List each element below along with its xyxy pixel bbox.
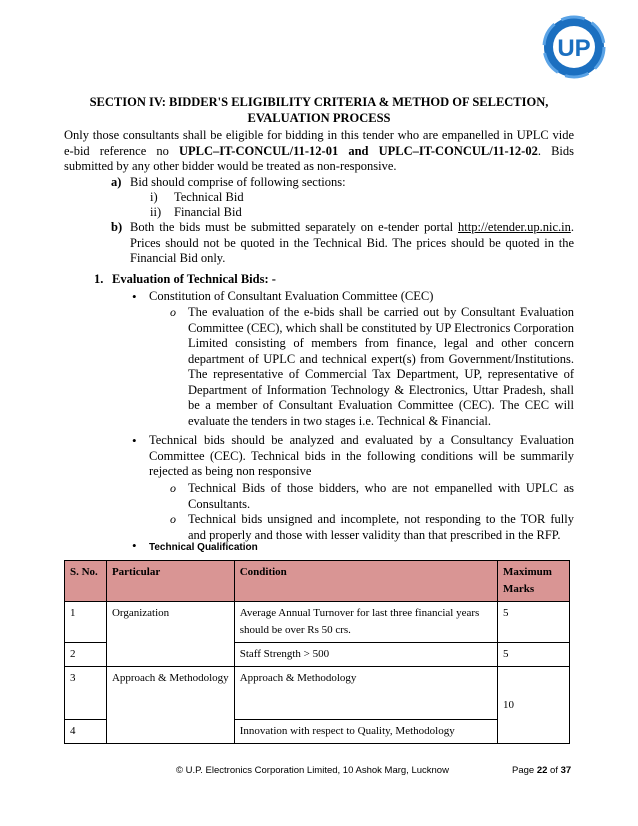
item-a-sub1-marker: i) (150, 190, 158, 204)
item-b-text (130, 220, 574, 267)
footer-page-label: Page (512, 765, 535, 776)
cell-marks: 5 (498, 602, 570, 643)
table-row (65, 667, 570, 720)
cell-marks: 10 (498, 667, 570, 744)
section-title-line1: SECTION IV: BIDDER'S ELIGIBILITY CRITERIA & METHOD OF SELECTION, (89, 95, 549, 109)
item-a-sub1-text: Technical Bid (174, 190, 244, 204)
bullet-icon: • (132, 289, 137, 304)
footer-page-total: 37 (560, 765, 572, 776)
cec-text: The evaluation of the e-bids shall be carried out by Consultant Evaluation Committee (CEC), which shall be constituted by UP Electronics Corporation Limited consisting of members from finance, legal and other concern department of UPLC and technical expert(s) from Government/Institutions. The representative of Commercial Tax Department, UP, representative of Department of Information Technology & Electronics, Uttar Pradesh, shall be a member of Consultant Evaluation Committee (CEC). The CEC will evaluate the tenders in two stages i.e. Technical & Financial. (188, 305, 574, 428)
header-particular: Particular (106, 561, 234, 602)
cell-condition: Staff Strength > 500 (234, 643, 497, 667)
cell-particular: Organization (106, 602, 234, 667)
header-max-marks: Maximum Marks (498, 561, 570, 602)
intro-bid-reference: UPLC–IT-CONCUL/11-12-01 and UPLC–IT-CONCUL/11-12-02 (178, 143, 538, 158)
table-header-row (65, 561, 570, 602)
item-a-sub2-text: Financial Bid (174, 205, 242, 219)
logo-letters: UP (557, 35, 591, 62)
section-title (64, 94, 574, 126)
etender-link[interactable]: http://etender.up.nic.in (458, 220, 571, 234)
cell-condition: Average Annual Turnover for last three financial years should be over Rs 50 crs. (234, 602, 497, 643)
cell-sno: 2 (65, 643, 107, 667)
item-a-text: Bid should comprise of following sections: (130, 175, 346, 189)
cell-sno: 1 (65, 602, 107, 643)
cell-marks: 5 (498, 643, 570, 667)
tech-sub1: Technical Bids of those bidders, who are not empanelled with UPLC as Consultants. (188, 481, 574, 511)
item-a-marker: a) (111, 175, 122, 189)
item-b-text-1: Both the bids must be submitted separately on e-tender portal (130, 220, 459, 234)
item-b-marker: b) (111, 220, 123, 234)
cell-condition: Innovation with respect to Quality, Methodology (234, 720, 497, 744)
tech-sub2: Technical bids unsigned and incomplete, not responding to the TOR fully and properly and those with lesser validity than that prescribed in the RFP. (188, 512, 574, 542)
cell-condition: Approach & Methodology (234, 667, 497, 720)
circle-bullet-icon: o (170, 512, 176, 526)
footer-page-number (512, 765, 571, 776)
cell-sno: 4 (65, 720, 107, 744)
uplc-logo (538, 14, 610, 80)
header-sno: S. No. (65, 561, 107, 602)
item-b-text-2: . Prices should not be quoted in the Technical Bid. The prices should be quoted in the Financial Bid only. (130, 220, 574, 265)
intro-paragraph (64, 128, 574, 175)
footer-copyright: © U.P. Electronics Corporation Limited, 10 Ashok Marg, Lucknow (176, 765, 449, 776)
circle-bullet-icon: o (170, 481, 176, 495)
cec-title: Constitution of Consultant Evaluation Committee (CEC) (149, 289, 434, 303)
bullet-icon: • (132, 433, 137, 448)
intro-text-1: Only those consultants shall be eligible for bidding in this tender who are empanelled in UPLC vide e-bid reference no (64, 128, 574, 158)
table-row (65, 602, 570, 643)
cell-particular: Approach & Methodology (106, 667, 234, 744)
item-a-sub2-marker: ii) (150, 205, 162, 219)
tech-bids-text: Technical bids should be analyzed and evaluated by a Consultancy Evaluation Committee (CEC). Technical bids in the following conditions will be summarily rejected as being non responsive (149, 433, 574, 478)
footer-of-label: of (550, 765, 558, 776)
section-title-line2: EVALUATION PROCESS (247, 111, 391, 125)
heading1-text: Evaluation of Technical Bids: - (112, 272, 276, 286)
intro-text-2: . Bids submitted by any other bidder would be treated as non-responsive. (64, 143, 574, 173)
technical-qualification-table (64, 560, 570, 744)
bullet-icon: • (132, 538, 137, 553)
footer-page-current: 22 (536, 765, 548, 776)
header-condition: Condition (234, 561, 497, 602)
cell-sno: 3 (65, 667, 107, 720)
circle-bullet-icon: o (170, 305, 176, 319)
technical-qualification-label: Technical Qualification (149, 542, 258, 553)
heading1-marker: 1. (94, 272, 104, 286)
